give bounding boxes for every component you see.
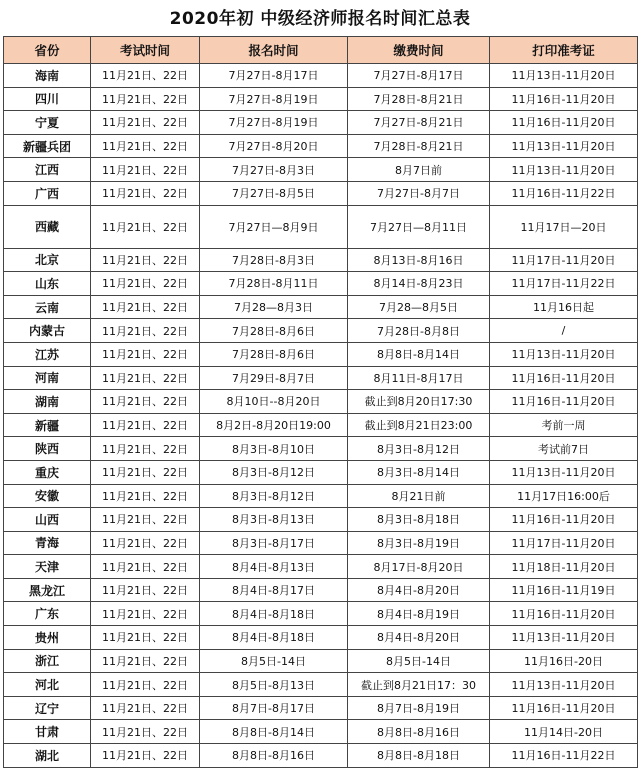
payment-time-cell: 截止到8月20日17:30 (348, 390, 490, 414)
table-row (4, 390, 638, 414)
exam-time-cell: 11月21日、22日 (91, 181, 200, 205)
payment-time-cell: 7月27日-8月17日 (348, 64, 490, 88)
exam-time-cell: 11月21日、22日 (91, 578, 200, 602)
exam-time-cell: 11月21日、22日 (91, 158, 200, 182)
print-ticket-cell: 11月13日-11月20日 (490, 158, 638, 182)
province-cell: 甘肃 (4, 720, 91, 744)
payment-time-cell: 8月8日-8月18日 (348, 744, 490, 768)
registration-time-cell: 8月3日-8月17日 (200, 531, 348, 555)
payment-time-cell: 8月3日-8月12日 (348, 437, 490, 461)
payment-time-cell: 8月8日-8月16日 (348, 720, 490, 744)
exam-time-cell: 11月21日、22日 (91, 87, 200, 111)
schedule-table (3, 36, 638, 768)
print-ticket-cell: 11月16日-11月22日 (490, 181, 638, 205)
payment-time-cell: 7月28日-8月21日 (348, 134, 490, 158)
registration-time-cell: 8月10日--8月20日 (200, 390, 348, 414)
print-ticket-cell: 11月16日-11月20日 (490, 696, 638, 720)
registration-time-cell: 8月8日-8月16日 (200, 744, 348, 768)
print-ticket-cell: 11月14日-20日 (490, 720, 638, 744)
exam-time-cell: 11月21日、22日 (91, 484, 200, 508)
exam-time-cell: 11月21日、22日 (91, 555, 200, 579)
table-row (4, 134, 638, 158)
table-row (4, 649, 638, 673)
print-ticket-cell: 11月13日-11月20日 (490, 673, 638, 697)
header-print-admission-ticket: 打印准考证 (490, 37, 638, 64)
payment-time-cell: 8月4日-8月20日 (348, 626, 490, 650)
registration-time-cell: 8月4日-8月13日 (200, 555, 348, 579)
print-ticket-cell: 11月16日-20日 (490, 649, 638, 673)
province-cell: 海南 (4, 64, 91, 88)
payment-time-cell: 8月17日-8月20日 (348, 555, 490, 579)
payment-time-cell: 8月4日-8月19日 (348, 602, 490, 626)
province-cell: 内蒙古 (4, 319, 91, 343)
payment-time-cell: 8月11日-8月17日 (348, 366, 490, 390)
province-cell: 山东 (4, 272, 91, 296)
exam-time-cell: 11月21日、22日 (91, 64, 200, 88)
print-ticket-cell: 11月16日-11月20日 (490, 602, 638, 626)
exam-time-cell: 11月21日、22日 (91, 248, 200, 272)
table-row (4, 87, 638, 111)
print-ticket-cell: 11月16日-11月20日 (490, 390, 638, 414)
registration-time-cell: 7月27日-8月19日 (200, 87, 348, 111)
province-cell: 湖北 (4, 744, 91, 768)
province-cell: 河北 (4, 673, 91, 697)
table-row (4, 319, 638, 343)
payment-time-cell: 截止到8月21日17：30 (348, 673, 490, 697)
exam-time-cell: 11月21日、22日 (91, 295, 200, 319)
table-row (4, 342, 638, 366)
table-row (4, 437, 638, 461)
payment-time-cell: 8月3日-8月18日 (348, 508, 490, 532)
exam-time-cell: 11月21日、22日 (91, 342, 200, 366)
registration-time-cell: 8月4日-8月17日 (200, 578, 348, 602)
print-ticket-cell: 11月17日-11月20日 (490, 531, 638, 555)
payment-time-cell: 8月14日-8月23日 (348, 272, 490, 296)
registration-time-cell: 7月29日-8月7日 (200, 366, 348, 390)
exam-time-cell: 11月21日、22日 (91, 272, 200, 296)
exam-time-cell: 11月21日、22日 (91, 205, 200, 248)
print-ticket-cell: 11月17日16:00后 (490, 484, 638, 508)
payment-time-cell: 7月27日—8月11日 (348, 205, 490, 248)
table-row (4, 181, 638, 205)
province-cell: 北京 (4, 248, 91, 272)
print-ticket-cell: 11月13日-11月20日 (490, 342, 638, 366)
registration-time-cell: 8月3日-8月10日 (200, 437, 348, 461)
print-ticket-cell: 11月13日-11月20日 (490, 134, 638, 158)
province-cell: 河南 (4, 366, 91, 390)
print-ticket-cell: 11月13日-11月20日 (490, 64, 638, 88)
table-row (4, 158, 638, 182)
registration-time-cell: 8月4日-8月18日 (200, 626, 348, 650)
table-row (4, 295, 638, 319)
exam-time-cell: 11月21日、22日 (91, 319, 200, 343)
province-cell: 天津 (4, 555, 91, 579)
table-row (4, 744, 638, 768)
payment-time-cell: 7月27日-8月21日 (348, 111, 490, 135)
payment-time-cell: 7月28—8月5日 (348, 295, 490, 319)
table-body (4, 64, 638, 768)
table-row (4, 248, 638, 272)
table-row (4, 205, 638, 248)
province-cell: 宁夏 (4, 111, 91, 135)
payment-time-cell: 8月7日-8月19日 (348, 696, 490, 720)
exam-time-cell: 11月21日、22日 (91, 366, 200, 390)
table-row (4, 413, 638, 437)
print-ticket-cell: 11月16日-11月20日 (490, 366, 638, 390)
table-row (4, 673, 638, 697)
province-cell: 青海 (4, 531, 91, 555)
registration-time-cell: 7月28日-8月6日 (200, 319, 348, 343)
province-cell: 陕西 (4, 437, 91, 461)
print-ticket-cell: 11月13日-11月20日 (490, 460, 638, 484)
province-cell: 黑龙江 (4, 578, 91, 602)
print-ticket-cell: 11月18日-11月20日 (490, 555, 638, 579)
page-title: 2020年初 中级经济师报名时间汇总表 (169, 9, 471, 29)
payment-time-cell: 8月7日前 (348, 158, 490, 182)
registration-time-cell: 8月7日-8月17日 (200, 696, 348, 720)
registration-time-cell: 7月27日-8月19日 (200, 111, 348, 135)
exam-time-cell: 11月21日、22日 (91, 626, 200, 650)
table-row (4, 720, 638, 744)
province-cell: 山西 (4, 508, 91, 532)
payment-time-cell: 8月3日-8月19日 (348, 531, 490, 555)
registration-time-cell: 7月27日—8月9日 (200, 205, 348, 248)
table-row (4, 366, 638, 390)
province-cell: 湖南 (4, 390, 91, 414)
print-ticket-cell: 考前一周 (490, 413, 638, 437)
table-row (4, 578, 638, 602)
province-cell: 江苏 (4, 342, 91, 366)
payment-time-cell: 7月27日-8月7日 (348, 181, 490, 205)
payment-time-cell: 8月13日-8月16日 (348, 248, 490, 272)
print-ticket-cell: 11月17日—20日 (490, 205, 638, 248)
exam-time-cell: 11月21日、22日 (91, 649, 200, 673)
print-ticket-cell: 11月16日-11月19日 (490, 578, 638, 602)
table-row (4, 555, 638, 579)
payment-time-cell: 8月8日-8月14日 (348, 342, 490, 366)
print-ticket-cell: 11月13日-11月20日 (490, 626, 638, 650)
province-cell: 重庆 (4, 460, 91, 484)
exam-time-cell: 11月21日、22日 (91, 460, 200, 484)
print-ticket-cell: 11月16日-11月20日 (490, 87, 638, 111)
exam-time-cell: 11月21日、22日 (91, 720, 200, 744)
registration-time-cell: 7月27日-8月20日 (200, 134, 348, 158)
registration-time-cell: 8月3日-8月13日 (200, 508, 348, 532)
registration-time-cell: 8月2日-8月20日19:00 (200, 413, 348, 437)
header-registration-time: 报名时间 (200, 37, 348, 64)
exam-time-cell: 11月21日、22日 (91, 508, 200, 532)
print-ticket-cell: 考试前7日 (490, 437, 638, 461)
registration-time-cell: 7月27日-8月3日 (200, 158, 348, 182)
registration-time-cell: 7月27日-8月5日 (200, 181, 348, 205)
province-cell: 新疆 (4, 413, 91, 437)
registration-time-cell: 8月8日-8月14日 (200, 720, 348, 744)
table-row (4, 272, 638, 296)
registration-time-cell: 7月28—8月3日 (200, 295, 348, 319)
province-cell: 广东 (4, 602, 91, 626)
table-row (4, 602, 638, 626)
payment-time-cell: 7月28日-8月8日 (348, 319, 490, 343)
registration-time-cell: 8月5日-14日 (200, 649, 348, 673)
exam-time-cell: 11月21日、22日 (91, 413, 200, 437)
registration-time-cell: 8月4日-8月18日 (200, 602, 348, 626)
province-cell: 云南 (4, 295, 91, 319)
province-cell: 四川 (4, 87, 91, 111)
payment-time-cell: 8月3日-8月14日 (348, 460, 490, 484)
table-row (4, 64, 638, 88)
exam-time-cell: 11月21日、22日 (91, 390, 200, 414)
header-province: 省份 (4, 37, 91, 64)
province-cell: 江西 (4, 158, 91, 182)
province-cell: 新疆兵团 (4, 134, 91, 158)
exam-time-cell: 11月21日、22日 (91, 696, 200, 720)
exam-time-cell: 11月21日、22日 (91, 602, 200, 626)
print-ticket-cell: 11月16日-11月22日 (490, 744, 638, 768)
registration-time-cell: 8月5日-8月13日 (200, 673, 348, 697)
table-row (4, 111, 638, 135)
header-payment-time: 缴费时间 (348, 37, 490, 64)
table-row (4, 508, 638, 532)
registration-time-cell: 7月28日-8月3日 (200, 248, 348, 272)
print-ticket-cell: 11月16日-11月20日 (490, 111, 638, 135)
exam-time-cell: 11月21日、22日 (91, 111, 200, 135)
province-cell: 西藏 (4, 205, 91, 248)
payment-time-cell: 8月5日-14日 (348, 649, 490, 673)
province-cell: 广西 (4, 181, 91, 205)
payment-time-cell: 8月4日-8月20日 (348, 578, 490, 602)
province-cell: 贵州 (4, 626, 91, 650)
table-row (4, 531, 638, 555)
exam-time-cell: 11月21日、22日 (91, 531, 200, 555)
table-row (4, 696, 638, 720)
province-cell: 浙江 (4, 649, 91, 673)
print-ticket-cell: 11月17日-11月20日 (490, 248, 638, 272)
registration-time-cell: 7月27日-8月17日 (200, 64, 348, 88)
exam-time-cell: 11月21日、22日 (91, 673, 200, 697)
registration-time-cell: 7月28日-8月11日 (200, 272, 348, 296)
registration-time-cell: 8月3日-8月12日 (200, 484, 348, 508)
payment-time-cell: 8月21日前 (348, 484, 490, 508)
table-row (4, 460, 638, 484)
province-cell: 安徽 (4, 484, 91, 508)
exam-time-cell: 11月21日、22日 (91, 134, 200, 158)
payment-time-cell: 7月28日-8月21日 (348, 87, 490, 111)
print-ticket-cell: 11月16日-11月20日 (490, 508, 638, 532)
header-exam-time: 考试时间 (91, 37, 200, 64)
registration-time-cell: 7月28日-8月6日 (200, 342, 348, 366)
table-row (4, 626, 638, 650)
print-ticket-cell: / (490, 319, 638, 343)
province-cell: 辽宁 (4, 696, 91, 720)
print-ticket-cell: 11月17日-11月22日 (490, 272, 638, 296)
table-row (4, 484, 638, 508)
registration-time-cell: 8月3日-8月12日 (200, 460, 348, 484)
exam-time-cell: 11月21日、22日 (91, 437, 200, 461)
print-ticket-cell: 11月16日起 (490, 295, 638, 319)
header-row (4, 37, 638, 64)
payment-time-cell: 截止到8月21日23:00 (348, 413, 490, 437)
exam-time-cell: 11月21日、22日 (91, 744, 200, 768)
